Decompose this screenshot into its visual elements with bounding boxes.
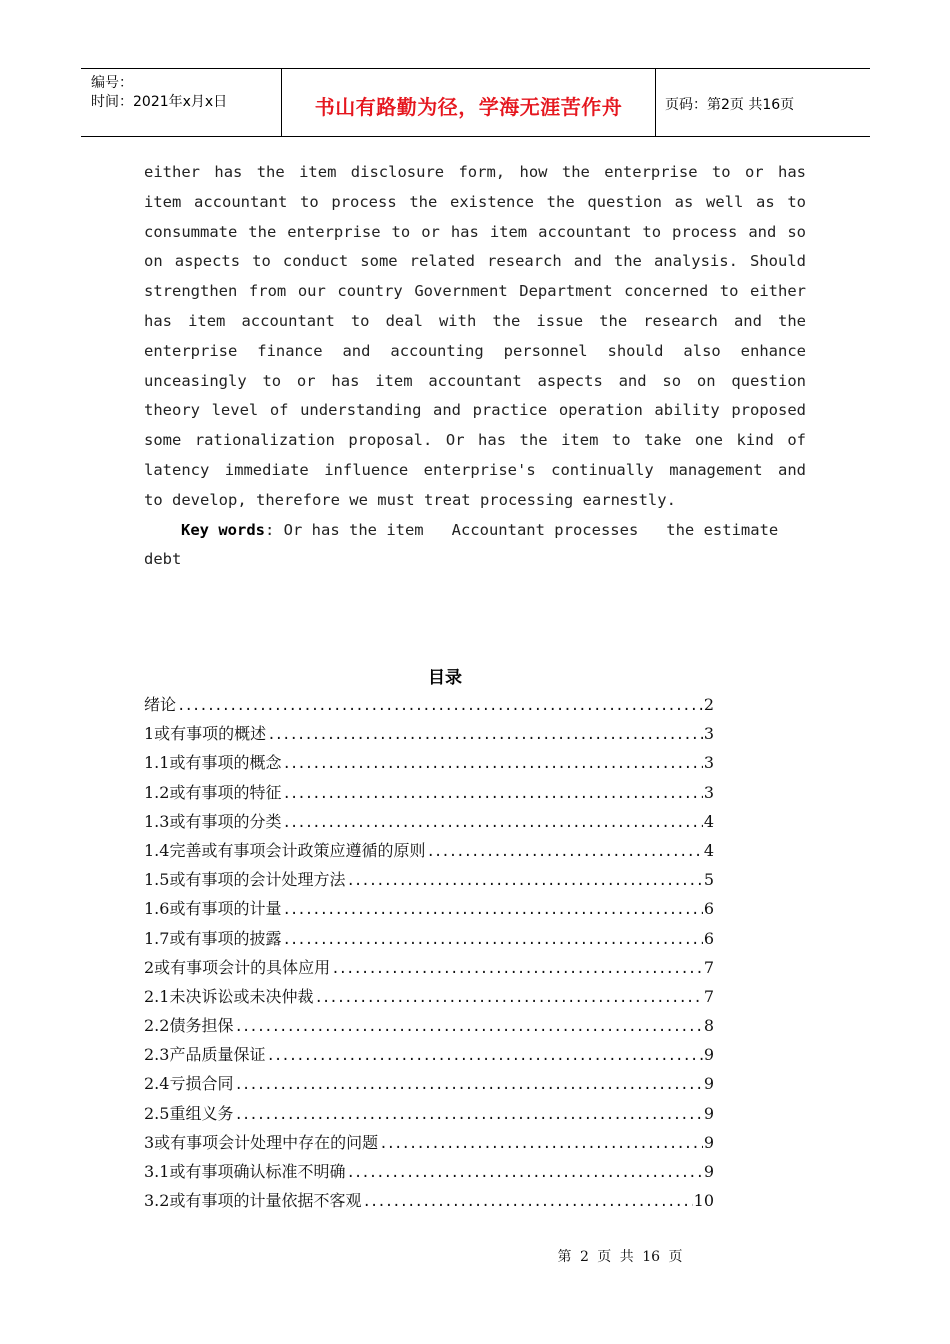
abstract-line: consummate the enterprise to or has item accountant to process and so	[144, 222, 806, 241]
toc-entry-title: 2.3产品质量保证	[144, 1045, 266, 1065]
toc-entry-title: 3.1或有事项确认标准不明确	[144, 1162, 346, 1181]
toc-entry-page: 9	[703, 1045, 714, 1065]
toc-entry[interactable]	[144, 778, 714, 807]
toc-entry-title: 1.4完善或有事项会计政策应遵循的原则	[144, 840, 426, 860]
toc-entry-page: 4	[703, 840, 714, 860]
toc-entry-title: 1.6或有事项的计量	[144, 899, 282, 919]
toc-entry[interactable]	[144, 1069, 714, 1098]
toc-entry-title: 2.4亏损合同	[144, 1074, 234, 1094]
toc-entry-title: 3.2或有事项的计量依据不客观	[144, 1191, 362, 1211]
toc-entry-title: 2.5重组义务	[144, 1103, 234, 1123]
abstract-body	[144, 158, 806, 575]
abstract-line: some rationalization proposal. Or has the item to take one kind of	[144, 431, 806, 450]
keywords-continuation: debt	[144, 550, 182, 569]
toc-leader-dots	[282, 809, 702, 836]
header-right-cell	[655, 69, 870, 136]
toc-entry[interactable]	[144, 1186, 714, 1215]
toc-entry-title: 绪论	[144, 695, 177, 714]
abstract-line: has item accountant to deal with the issue the research and the	[144, 311, 806, 330]
toc-leader-dots	[234, 1013, 702, 1040]
page-header	[81, 68, 870, 137]
header-slogan: 书山有路勤为径，学海无涯苦作舟	[314, 95, 623, 119]
toc-entry-page: 3	[703, 782, 714, 802]
toc-leader-dots	[266, 1042, 702, 1069]
toc-entry[interactable]	[144, 894, 714, 923]
toc-entry-title: 2或有事项会计的具体应用	[144, 957, 331, 977]
toc-entry-page: 6	[703, 899, 714, 919]
abstract-line: strengthen from our country Government Department concerned to either	[144, 282, 806, 301]
toc-entry[interactable]	[144, 748, 714, 777]
number-label: 编号：	[91, 75, 133, 91]
keywords-line	[144, 516, 806, 546]
toc-entry[interactable]	[144, 1157, 714, 1186]
toc-entry-title: 1.5或有事项的会计处理方法	[144, 870, 346, 890]
header-center-cell	[281, 69, 656, 136]
toc-entry[interactable]	[144, 1128, 714, 1157]
toc-entry-title: 3或有事项会计处理中存在的问题	[144, 1132, 379, 1152]
abstract-line: on aspects to conduct some related research and the analysis. Should	[144, 252, 806, 271]
toc-entry-title: 1.2或有事项的特征	[144, 782, 282, 802]
toc-entry-page: 7	[703, 957, 714, 977]
toc-entry[interactable]	[144, 953, 714, 982]
toc-entry-page: 4	[703, 811, 714, 831]
toc-leader-dots	[362, 1188, 692, 1215]
abstract-line: to develop, therefore we must treat processing earnestly.	[144, 490, 676, 509]
toc-entry-title: 1.3或有事项的分类	[144, 811, 282, 831]
toc-entry[interactable]	[144, 865, 714, 894]
toc-entry[interactable]	[144, 924, 714, 953]
toc-entry[interactable]	[144, 690, 714, 719]
toc-entry-page: 9	[703, 1132, 714, 1152]
toc-entry[interactable]	[144, 982, 714, 1011]
toc-entry-page: 8	[703, 1016, 714, 1036]
abstract-line: enterprise finance and accounting personnel should also enhance	[144, 341, 806, 360]
toc-leader-dots	[234, 1101, 702, 1128]
toc-entry[interactable]	[144, 1011, 714, 1040]
toc-entry-title: 1.1或有事项的概念	[144, 753, 282, 773]
toc-leader-dots	[379, 1130, 703, 1157]
keywords-text: : Or has the item Accountant processes the estimate	[265, 520, 779, 539]
toc-leader-dots	[426, 838, 702, 865]
toc-leader-dots	[314, 984, 702, 1011]
toc-entry-page: 10	[693, 1191, 714, 1211]
table-of-contents	[144, 690, 714, 1215]
toc-entry-title: 1.7或有事项的披露	[144, 928, 282, 948]
toc-leader-dots	[282, 926, 702, 953]
abstract-line: latency immediate influence enterprise's continually management and	[144, 460, 806, 479]
toc-entry-title: 2.2债务担保	[144, 1016, 234, 1036]
time-label: 时间：2021年x月x日	[91, 94, 228, 110]
toc-title: 目录	[428, 668, 462, 688]
toc-entry-page: 3	[703, 724, 714, 744]
toc-leader-dots	[267, 721, 703, 748]
abstract-line: unceasingly to or has item accountant aspects and so on question	[144, 371, 806, 390]
toc-entry-title: 2.1未决诉讼或未决仲裁	[144, 986, 314, 1006]
header-page-info: 页码：第2页 共16页	[665, 97, 795, 113]
toc-entry-page: 3	[703, 753, 714, 773]
toc-entry-title: 1或有事项的概述	[144, 724, 267, 744]
toc-leader-dots	[282, 780, 702, 807]
toc-entry[interactable]	[144, 1099, 714, 1128]
toc-entry[interactable]	[144, 807, 714, 836]
page-footer: 第 2 页 共 16 页	[557, 1249, 683, 1265]
abstract-line: theory level of understanding and practice operation ability proposed	[144, 401, 806, 420]
toc-leader-dots	[234, 1071, 702, 1098]
header-left-cell	[81, 69, 281, 136]
toc-entry[interactable]	[144, 836, 714, 865]
toc-entry[interactable]	[144, 1040, 714, 1069]
toc-entry-page: 6	[703, 928, 714, 948]
toc-leader-dots	[331, 955, 703, 982]
toc-entry-page: 2	[703, 695, 714, 714]
toc-entry-page: 9	[703, 1074, 714, 1094]
abstract-line: item accountant to process the existence the question as well as to	[144, 192, 806, 211]
abstract-line: either has the item disclosure form, how the enterprise to or has	[144, 163, 806, 181]
keywords-label: Key words	[181, 520, 265, 539]
toc-leader-dots	[346, 867, 702, 894]
toc-leader-dots	[346, 1159, 702, 1186]
toc-entry-page: 5	[703, 870, 714, 890]
toc-leader-dots	[282, 750, 702, 777]
toc-entry-page: 9	[703, 1103, 714, 1123]
toc-leader-dots	[282, 896, 702, 923]
toc-entry-page: 7	[703, 986, 714, 1006]
toc-leader-dots	[177, 692, 703, 719]
toc-entry-page: 9	[703, 1162, 714, 1181]
toc-entry[interactable]	[144, 719, 714, 748]
